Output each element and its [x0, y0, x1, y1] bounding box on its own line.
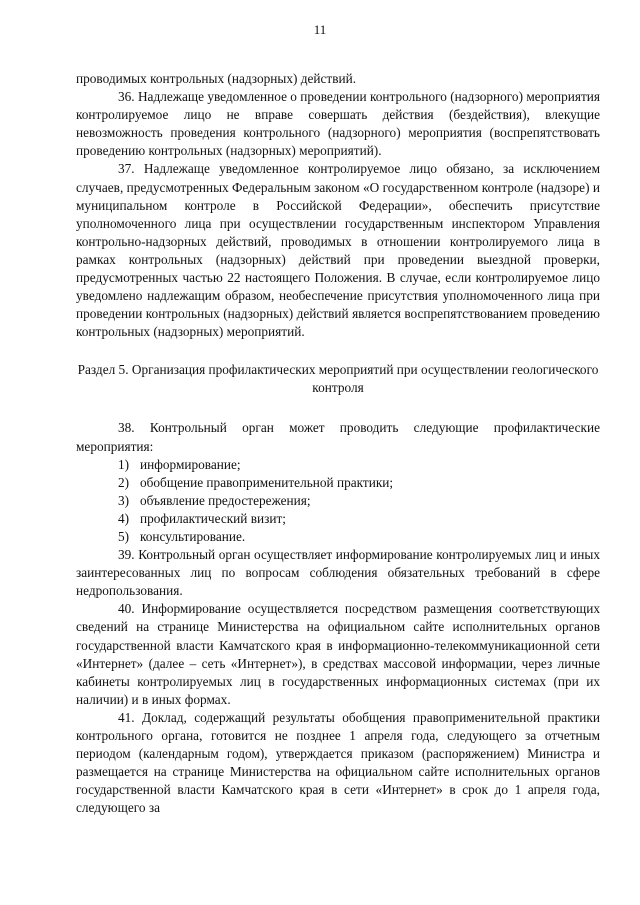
paragraph-41: 41. Доклад, содержащий результаты обобщения правоприменительной практики контрольного органа, готовится не позднее 1 апреля года, следующего за отчетным периодом (календарным годом), утверждается приказом (распоряжением) Министра и размещается на странице Министерства на официальном сайте исполнительных органов государственной власти Камчатского края в сети «Интернет» в срок до 1 апреля года, следующего за [76, 709, 600, 816]
list-item: 1) информирование; [118, 456, 241, 472]
measures-list [76, 456, 600, 546]
list-item: 3) объявление предостережения; [118, 492, 311, 508]
paragraph-40: 40. Информирование осуществляется посредством размещения соответствующих сведений на странице Министерства на официальном сайте исполнительных органов государственной власти Камчатского края в информационно-телекоммуникационной сети «Интернет» (далее – сеть «Интернет»), в средствах массовой информации, через личные кабинеты контролируемых лиц в государственных информационных системах (при их наличии) и в иных формах. [76, 601, 600, 707]
list-item: 4) профилактический визит; [118, 510, 286, 526]
paragraph-39: 39. Контрольный орган осуществляет информирование контролируемых лиц и иных заинтересованных лиц по вопросам соблюдения обязательных требований в сфере недропользования. [76, 547, 600, 599]
document-body [76, 70, 600, 817]
paragraph-37: 37. Надлежаще уведомленное контролируемое лицо обязано, за исключением случаев, предусмотренных Федеральным законом «О государственном контроле (надзоре) и муниципальном контроле в Российской Федерации», обеспечить присутствие уполномоченного лица при осуществлении государственным инспектором Управления контрольно-надзорных действий, проводимых в отношении контролируемого лица в рамках контрольных (надзорных) действий при проведении выездной проверки, предусмотренных частью 22 настоящего Положения. В случае, если контролируемое лицо уведомлено надлежащим образом, необеспечение присутствия уполномоченного лица при проведении контрольных (надзорных) действий является воспрепятствованием проведению контрольных (надзорных) мероприятий. [76, 161, 600, 340]
section-heading: Раздел 5. Организация профилактических мероприятий при осуществлении геологического контроля [77, 362, 599, 396]
list-item: 2) обобщение правоприменительной практики; [118, 474, 394, 490]
paragraph-36: 36. Надлежаще уведомленное о проведении контрольного (надзорного) мероприятия контролируемое лицо не вправе совершать действия (бездействия), влекущие невозможность проведения контрольного (надзорного) мероприятия (воспрепятствовать проведению контрольных (надзорных) мероприятий). [76, 89, 600, 159]
paragraph-38: 38. Контрольный орган может проводить следующие профилактические мероприятия: [76, 420, 600, 454]
page-number: 11 [313, 22, 327, 37]
list-item: 5) консультирование. [118, 528, 246, 544]
paragraph-continuation: проводимых контрольных (надзорных) действий. [76, 71, 357, 86]
